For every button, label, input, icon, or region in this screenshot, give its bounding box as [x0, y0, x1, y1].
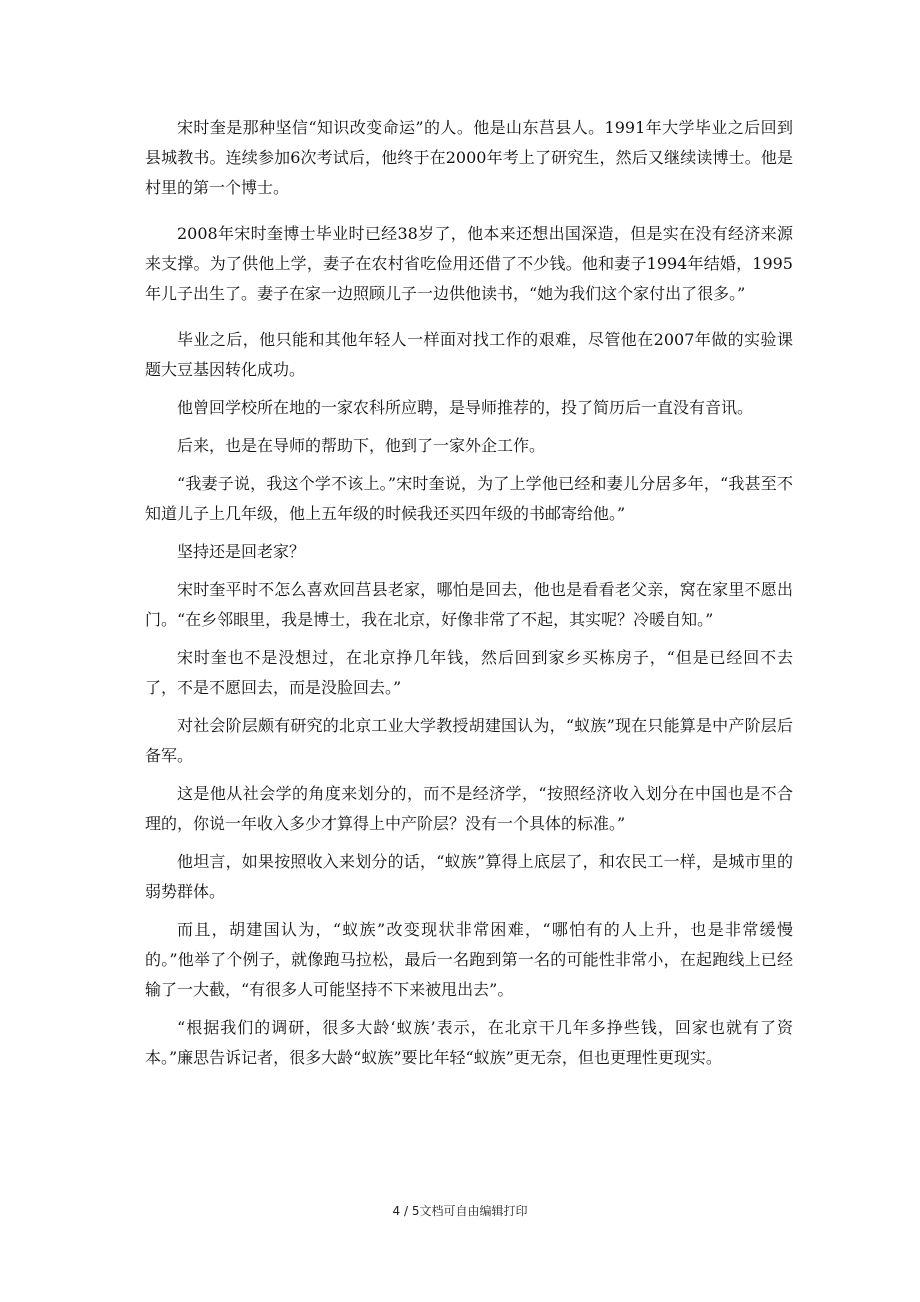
page-footer: 4 / 5文档可自由编辑打印	[392, 1204, 528, 1218]
paragraph-11: 这是他从社会学的角度来划分的，而不是经济学，“按照经济收入划分在中国也是不合理的，你说一年收入多少才算得上中产阶层？没有一个具体的标准。”	[145, 784, 793, 833]
paragraph-5: 后来，也是在导师的帮助下，他到了一家外企工作。	[177, 436, 546, 455]
paragraph-6: “我妻子说，我这个学不该上。”宋时奎说，为了上学他已经和妻儿分居多年，“我甚至不知道儿子上几年级，他上五年级的时候我还买四年级的书邮寄给他。”	[145, 474, 793, 523]
paragraph-14: “根据我们的调研，很多大龄‘蚁族’表示，在北京干几年多挣些钱，回家也就有了资本。”廉思告诉记者，很多大龄“蚁族”要比年轻“蚁族”更无奈，但也更理性更现实。	[145, 1018, 793, 1067]
paragraph-4: 他曾回学校所在地的一家农科所应聘，是导师推荐的，投了简历后一直没有音讯。	[177, 398, 754, 417]
paragraph-1: 宋时奎是那种坚信“知识改变命运”的人。他是山东莒县人。1991年大学毕业之后回到县城教书。连续参加6次考试后，他终于在2000年考上了研究生，然后又继续读博士。他是村里的第一个博士。	[145, 118, 793, 197]
paragraph-10: 对社会阶层颇有研究的北京工业大学教授胡建国认为，“蚁族”现在只能算是中产阶层后备军。	[145, 716, 793, 765]
paragraph-9: 宋时奎也不是没想过，在北京挣几年钱，然后回到家乡买栋房子，“但是已经回不去了，不是不愿回去，而是没脸回去。”	[145, 648, 793, 697]
paragraph-8: 宋时奎平时不怎么喜欢回莒县老家，哪怕是回去，他也是看看老父亲，窝在家里不愿出门。“在乡邻眼里，我是博士，我在北京，好像非常了不起，其实呢？冷暖自知。”	[145, 580, 793, 629]
paragraph-3: 毕业之后，他只能和其他年轻人一样面对找工作的艰难，尽管他在2007年做的实验课题大豆基因转化成功。	[145, 330, 793, 379]
paragraph-13: 而且，胡建国认为，“蚁族”改变现状非常困难，“哪怕有的人上升，也是非常缓慢的。”他举了个例子，就像跑马拉松，最后一名跑到第一名的可能性非常小，在起跑线上已经输了一大截，“有很多人可能坚持不下来被甩出去”。	[145, 920, 793, 999]
article-body	[145, 113, 793, 1081]
section-heading: 坚持还是回老家？	[177, 542, 306, 561]
paragraph-12: 他坦言，如果按照收入来划分的话，“蚁族”算得上底层了，和农民工一样，是城市里的弱势群体。	[145, 852, 793, 901]
paragraph-2: 2008年宋时奎博士毕业时已经38岁了，他本来还想出国深造，但是实在没有经济来源来支撑。为了供他上学，妻子在农村省吃俭用还借了不少钱。他和妻子1994年结婚，1995年儿子出生了。妻子在家一边照顾儿子一边供他读书，“她为我们这个家付出了很多。”	[145, 224, 793, 303]
